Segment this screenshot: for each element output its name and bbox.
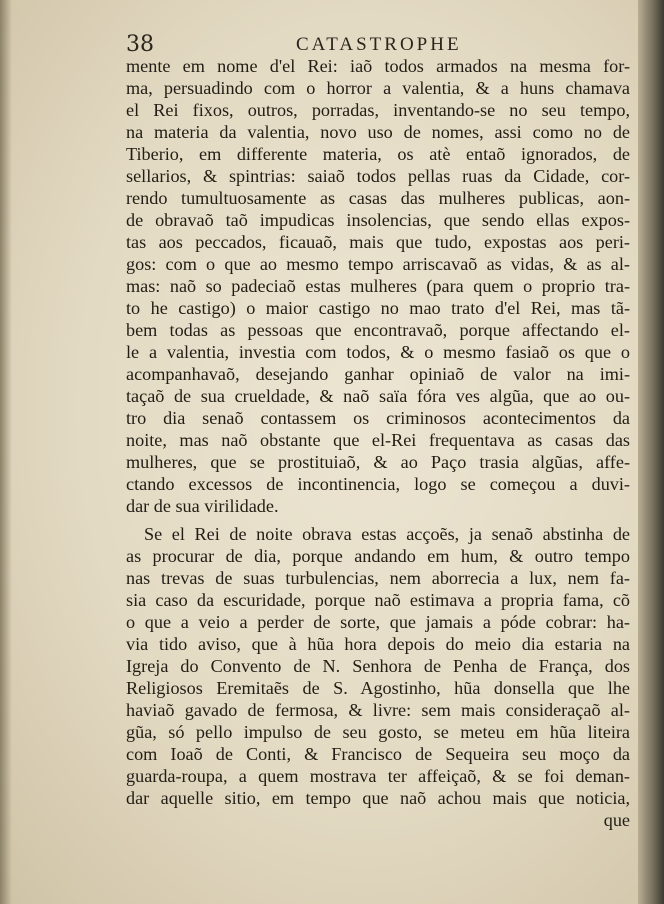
body-text <box>126 55 630 831</box>
text-line: mas: naõ so padeciaõ estas mulheres (para quem o proprio tra- <box>126 276 630 296</box>
text-line: Igreja do Convento de N. Senhora de Penha de França, dos <box>126 656 630 676</box>
text-line: mente em nome d'el Rei: iaõ todos armados na mesma for- <box>126 56 630 76</box>
text-line: tro dia senaõ contassem os criminosos acontecimentos da <box>126 408 630 428</box>
text-line: Religiosos Eremitaẽs de S. Agostinho, hũa donsella que lhe <box>126 678 630 698</box>
text-line: as procurar de dia, porque andando em hum, & outro tempo <box>126 546 630 566</box>
text-line: via tido aviso, que à hũa hora depois do meio dia estaria na <box>126 634 630 654</box>
text-line: sia caso da escuridade, porque naõ estimava a propria fama, cõ <box>126 590 630 610</box>
page-number: 38 <box>126 32 154 57</box>
text-line: tas aos peccados, ficauaõ, mais que tudo, expostas aos peri- <box>126 232 630 252</box>
text-line: de obravaõ taõ impudicas insolencias, que sendo ellas expos- <box>126 210 630 230</box>
text-line: mulheres, que se prostituiaõ, & ao Paço trasia algũas, affe- <box>126 452 630 472</box>
text-line: ctando excessos de incontinencia, logo se começou a duvi- <box>126 474 630 494</box>
page-edge-shadow <box>638 0 664 904</box>
text-line: gũa, só pello impulso de seu gosto, se meteu em hũa liteira <box>126 722 630 742</box>
paragraph-2 <box>126 523 630 809</box>
text-line: o que a veio a perder de sorte, que jamais a póde cobrar: ha- <box>126 612 630 632</box>
text-line: com Ioaõ de Conti, & Francisco de Sequeira seu moço da <box>126 744 630 764</box>
text-line: le a valentia, investia com todos, & o mesmo fasiaõ os que o <box>126 342 630 362</box>
text-line: acompanhavaõ, desejando ganhar opiniaõ de valor na imi- <box>126 364 630 384</box>
text-line: na materia da valentia, novo uso de nomes, assi como no de <box>126 122 630 142</box>
text-line: to he castigo) o maior castigo no mao trato d'el Rei, mas tã- <box>126 298 630 318</box>
text-line: dar de sua virilidade. <box>126 496 279 516</box>
text-line: Se el Rei de noite obrava estas acçoẽs, ja senaõ abstinha de <box>144 524 630 544</box>
catchword: que <box>603 810 630 830</box>
text-line: sellarios, & spintrias: saiaõ todos pellas ruas da Cidade, cor- <box>126 166 630 186</box>
page-spine-shadow <box>0 0 12 904</box>
text-line: el Rei fixos, outros, porradas, inventando-se no seu tempo, <box>126 100 630 120</box>
text-line: ma, persuadindo com o horror a valentia, & a huns chamava <box>126 78 630 98</box>
text-line: bem todas as pessoas que encontravaõ, porque affectando el- <box>126 320 630 340</box>
text-line: dar aquelle sitio, em tempo que naõ achou mais que noticia, <box>126 788 630 808</box>
text-line: taçaõ de sua crueldade, & naõ saïa fóra ves algũa, que ao ou- <box>126 386 630 406</box>
text-line: haviaõ gavado de fermosa, & livre: sem mais consideraçaõ al- <box>126 700 630 720</box>
text-line: Tiberio, em differente materia, os atè entaõ ignorados, de <box>126 144 630 164</box>
text-line: rendo tumultuosamente as casas das mulheres publicas, aon- <box>126 188 630 208</box>
text-line: gos: com o que ao mesmo tempo arriscavaõ as vidas, & as al- <box>126 254 630 274</box>
text-line: nas trevas de suas turbulencias, nem aborrecia a lux, nem fa- <box>126 568 630 588</box>
text-line: noite, mas naõ obstante que el-Rei frequentava as casas das <box>126 430 630 450</box>
paragraph-1 <box>126 55 630 517</box>
text-line: guarda-roupa, a quem mostrava ter affeiçaõ, & se foi deman- <box>126 766 630 786</box>
running-title: CATASTROPHE <box>296 34 462 55</box>
